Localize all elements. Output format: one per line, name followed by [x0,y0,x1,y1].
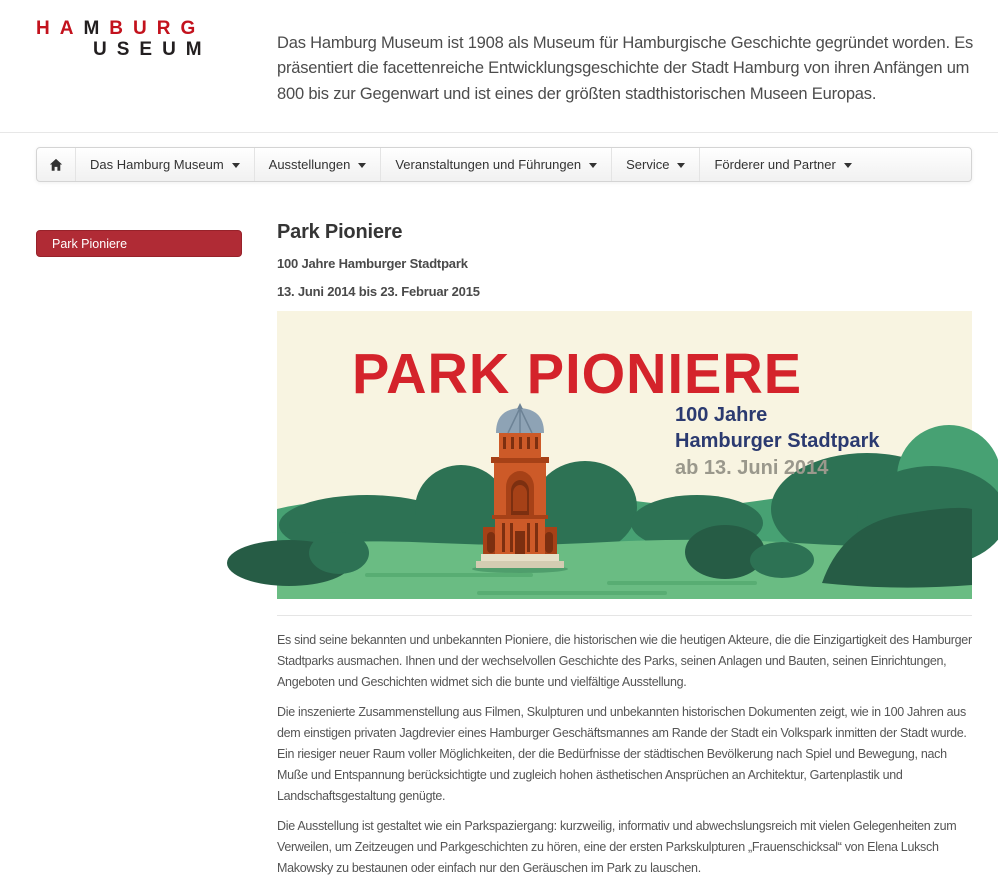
content-divider [277,615,972,616]
nav-item-foerderer-und-partner[interactable] [699,148,865,181]
museum-intro-text: Das Hamburg Museum ist 1908 als Museum für Hamburgische Geschichte gegründet worden. Es präsentiert die facettenreiche Entwicklungsgeschichte der Stadt Hamburg von ihren Anfängen um 800 bis zur Gegenwart und ist eines der größten stadthistorischen Museen Europas. [277,33,974,103]
chevron-down-icon [677,163,685,168]
header-divider [0,132,998,133]
paragraph-2: Die inszenierte Zusammenstellung aus Filmen, Skulpturen und unbekannten historischen Dokumenten zeigt, wie in 100 Jahren aus dem einstigen privaten Jagdrevier eines Hamburger Geschäftsmannes am Rande der Stadt ein Volkspark inmitten der Stadt wurde. Ein riesiger neuer Raum voller Möglichkeiten, der die Bedürfnisse der städtischen Bevölkerung nach Spiel und Bewegung, nach Muße und Entspannung berücksichtigte und zugleich hohen ästhetischen Ansprüchen an Architektur, Gartenplastik und Landschaftsgestaltung genügte. [277,705,967,803]
exhibition-description [277,630,972,879]
nav-item-veranstaltungen-und-fuehrungen[interactable] [380,148,611,181]
sidebar [36,230,242,257]
exhibition-dates: 13. Juni 2014 bis 23. Februar 2015 [277,284,480,299]
nav-item-label: Ausstellungen [268,157,351,172]
nav-item-service[interactable] [611,148,699,181]
nav-item-ausstellungen[interactable] [254,148,381,181]
chevron-down-icon [232,163,240,168]
sidebar-item-park-pioniere[interactable]: Park Pioniere [36,230,242,257]
museum-logo[interactable] [36,18,212,60]
nav-item-label: Veranstaltungen und Führungen [395,157,582,172]
nav-item-label: Service [626,157,670,172]
exhibition-subtitle: 100 Jahre Hamburger Stadtpark [277,256,468,271]
chevron-down-icon [358,163,366,168]
banner-title-text: PARK PIONIERE [352,342,802,406]
exhibition-banner [277,311,972,599]
logo-line-1: HAMBURG [36,18,206,39]
home-button[interactable] [37,148,75,181]
banner-subtitle-line1: 100 Jahre [675,404,768,426]
home-icon [49,158,63,172]
logo-line-2: USEUM [93,39,212,60]
banner-date-text: ab 13. Juni 2014 [675,457,829,479]
chevron-down-icon [589,163,597,168]
banner-subtitle-line2: Hamburger Stadtpark [675,430,880,452]
nav-item-label: Förderer und Partner [714,157,836,172]
main-navbar [36,147,972,182]
paragraph-1: Es sind seine bekannten und unbekannten Pioniere, die historischen wie die heutigen Akteure, die die Einzigartigkeit des Hamburger Stadtparks ausmachen. Ihnen und der wechselvollen Geschichte des Parks, seinen Anlagen und Bauten, seinen Einrichtungen, Angeboten und Geschichten widmet sich die bunte und vielfältige Ausstellung. [277,633,972,689]
page-title: Park Pioniere [277,221,403,243]
paragraph-3: Die Ausstellung ist gestaltet wie ein Parkspaziergang: kurzweilig, informativ und abwechslungsreich mit vielen Gelegenheiten zum Verweilen, um Zeitzeugen und Parkgeschichten zu hören, eine der ersten Parkskulpturen „Frauenschicksal“ von Elena Luksch Makowsky zu bestaunen oder einfach nur den Geräuschen im Park zu lauschen. [277,819,957,875]
chevron-down-icon [844,163,852,168]
main-content [277,221,972,888]
nav-item-label: Das Hamburg Museum [90,157,224,172]
nav-item-das-hamburg-museum[interactable] [75,148,254,181]
